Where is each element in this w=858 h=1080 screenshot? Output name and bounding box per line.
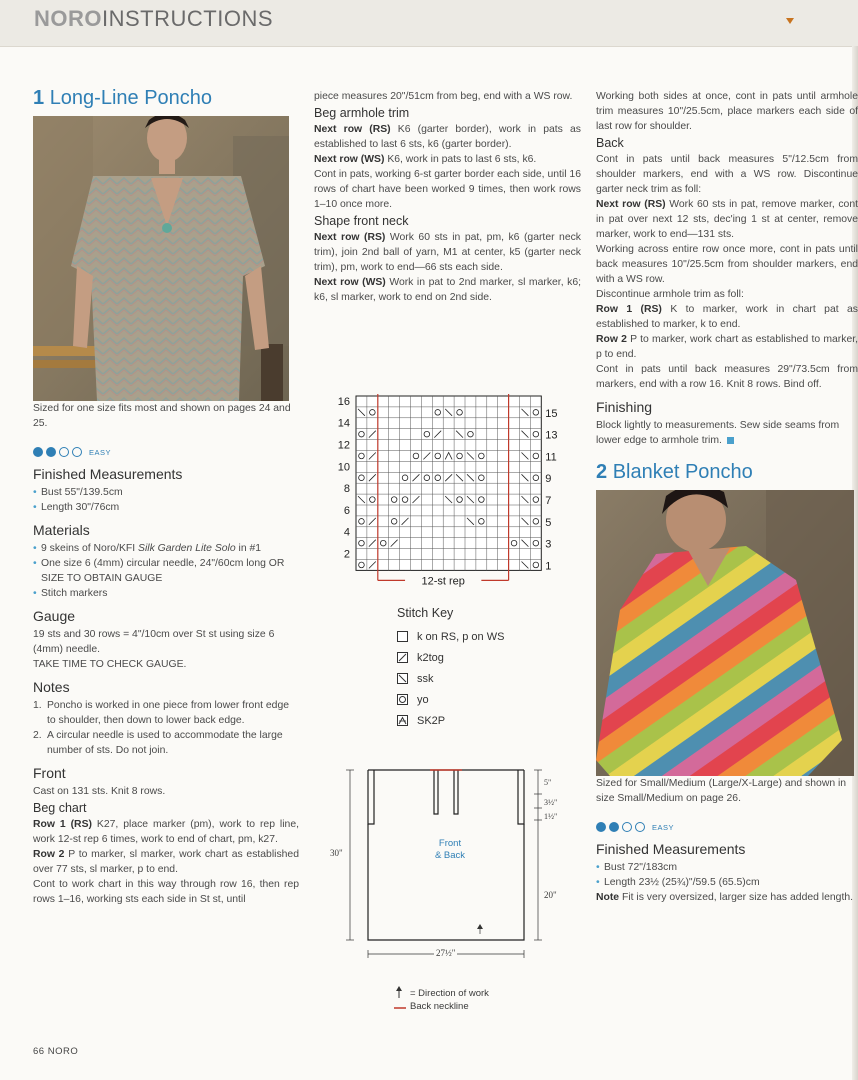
pattern-1-title: 1 Long-Line Poncho [33,87,213,109]
row-number: 5 [545,516,552,529]
both-sides: Working both sides at once, cont in pats until armhole trim measures 10"/25.5cm, place markers each side of last row for shoulder. [596,91,858,132]
materials-markers: • Stitch markers [33,586,299,601]
skill-dot-filled-icon [46,447,56,457]
row-number: 6 [343,504,350,517]
schematic-top: 5" [544,778,552,787]
back-1: Cont in pats until back measures 5"/12.5cm from shoulder markers, end with a WS row. Discontinue garter neck trim as foll: [596,154,858,195]
schematic-neck: 3½" [544,798,558,807]
row-number: 1 [545,560,552,573]
front-heading: Front [33,765,66,781]
stitch-chart [328,390,568,590]
legend-direction: = Direction of work [410,988,489,999]
poncho-1-photo [33,116,289,401]
key-k2tog: k2tog [397,647,567,668]
stitch-key-title: Stitch Key [397,606,454,620]
column-1 [33,86,299,907]
note-2: 2. A circular needle is used to accommodate the large number of sts. Do not join. [33,730,283,756]
key-knit: k on RS, p on WS [397,626,567,647]
continue-chart: Cont to work chart in this way through row 16, then rep rows 1–16, working sts each side in St st, until [33,879,299,905]
skill-dot-filled-icon [609,822,619,832]
column-3 [596,89,858,905]
fit-note: Note Fit is very oversized, larger size has added length. [596,892,853,903]
gauge-text: 19 sts and 30 rows = 4"/10cm over St st using size 6 (4mm) needle. [33,629,275,655]
skill-dot-empty-icon [59,447,69,457]
schematic-height: 30" [330,848,343,858]
key-yo: yo [397,689,567,710]
schematic-width: 27½" [436,948,456,958]
bust-measurement-2: • Bust 72"/183cm [596,860,858,875]
gauge-heading: Gauge [33,608,76,624]
back-row-1: Row 1 (RS) K to marker, work in chart pat as established to marker, k to end. [596,304,858,330]
skill-level-2: EASY [596,820,858,834]
row-number: 16 [337,395,350,408]
row-number: 3 [545,538,552,551]
row-number: 4 [343,526,350,539]
key-sk2p: SK2P [397,710,567,731]
neck-rs-row: Next row (RS) Work 60 sts in pat, pm, k6 (garter neck trim), join 2nd ball of yarn, M1 at center, k5 (garter neck trim), pm, work to end—66 sts each side. [314,232,582,273]
page-footer: 66 NORO [33,1046,79,1057]
sk2p-symbol-icon [397,715,408,726]
materials-heading: Materials [33,522,90,538]
armhole-trim-heading: Beg armhole trim [314,106,410,120]
legend-neckline: Back neckline [410,1001,469,1012]
skill-level: EASY [33,445,299,459]
corner-marker-icon [786,18,794,24]
beg-chart-heading: Beg chart [33,801,87,815]
poncho-schematic [330,764,580,1024]
stitch-key [397,606,567,731]
materials-yarn: • 9 skeins of Noro/KFI Silk Garden Lite Solo in #1 [33,541,299,556]
row-number: 2 [343,548,350,561]
skill-dot-empty-icon [622,822,632,832]
row-1-instruction: Row 1 (RS) K27, place marker (pm), work to rep line, work 12-st rep 6 times, work to end of chart, pm, k27. [33,819,299,845]
back-7: Cont in pats until back measures 29"/73.5cm from markers, end with a row 16. Knit 8 rows. Bind off. [596,364,858,390]
armhole-rs-row: Next row (RS) K6 (garter border), work in pats as established to last 6 sts, k6 (garter border). [314,124,581,150]
skill-dot-empty-icon [72,447,82,457]
yo-symbol-icon [397,694,408,705]
front-neck-heading: Shape front neck [314,214,409,228]
length-measurement-2: • Length 23½ (25¾)"/59.5 (65.5)cm [596,875,858,890]
pattern-2-caption: Sized for Small/Medium (Large/X-Large) and shown in size Small/Medium on page 26. [596,778,847,804]
materials-needle: • One size 6 (4mm) circular needle, 24"/60cm long OR SIZE TO OBTAIN GAUGE [33,556,299,586]
ssk-symbol-icon [397,673,408,684]
schematic-label-front: Front & Back [434,838,466,861]
row-number: 11 [545,451,557,464]
row-number: 7 [545,495,552,507]
row-number: 14 [337,417,350,430]
row-number: 12 [337,439,350,452]
back-next-row: Next row (RS) Work 60 sts in pat, remove marker, cont in pat over next 12 sts, dec'ing 1 st at center, remove marker, work to end—131 sts. [596,199,858,240]
poncho-2-photo [596,490,854,776]
row-number: 9 [545,473,552,486]
row-number: 8 [343,483,350,496]
back-3: Working across entire row once more, cont in pats until back measures 10"/25.5cm from shoulder markers, end with a WS row. [596,244,858,285]
row-number: 10 [337,461,350,474]
armhole-ws-row: Next row (WS) K6, work in pats to last 6 sts, k6. [314,154,537,165]
pattern-2-title: 2 Blanket Poncho [596,461,753,483]
gauge-check: TAKE TIME TO CHECK GAUGE. [33,659,187,670]
back-heading: Back [596,136,624,150]
schematic-trim: 1½" [544,812,558,821]
schematic-armhole: 20" [544,890,557,900]
finished-measurements-heading: Finished Measurements [33,466,183,482]
row-number: 13 [545,429,558,442]
row-2-instruction: Row 2 P to marker, sl marker, work chart as established over 77 sts, sl marker, p to end. [33,849,299,875]
skill-dot-empty-icon [635,822,645,832]
piece-measure: piece measures 20"/51cm from beg, end with a WS row. [314,91,573,102]
notes-heading: Notes [33,679,70,695]
page-header [0,0,858,47]
pattern-1-caption: Sized for one size fits most and shown on pages 24 and 25. [33,403,291,429]
header-title: NOROINSTRUCTIONS [34,6,273,31]
note-1: 1. Poncho is worked in one piece from lower front edge to shoulder, then down to lower back edge. [33,700,290,726]
knit-symbol-icon [397,631,408,642]
k2tog-symbol-icon [397,652,408,663]
front-cast-on: Cast on 131 sts. Knit 8 rows. [33,786,166,797]
row-number: 15 [545,407,558,420]
key-ssk: ssk [397,668,567,689]
armhole-continue: Cont in pats, working 6-st garter border each side, until 16 rows of chart have been worked 9 times, then work rows 1–10 once more. [314,169,581,210]
end-square-icon [727,437,734,444]
bust-measurement: • Bust 55"/139.5cm [33,485,299,500]
length-measurement: • Length 30"/76cm [33,500,299,515]
finishing-text: Block lightly to measurements. Sew side seams from lower edge to armhole trim. [596,420,840,446]
back-4: Discontinue armhole trim as foll: [596,289,744,300]
column-2 [314,89,581,305]
back-row-2: Row 2 P to marker, work chart as established to marker, p to end. [596,334,858,360]
rep-label: 12-st rep [421,575,465,588]
skill-dot-filled-icon [33,447,43,457]
neck-ws-row: Next row (WS) Work in pat to 2nd marker, sl marker, k6; k6, sl marker, work to end on 2nd side. [314,277,581,303]
skill-dot-filled-icon [596,822,606,832]
finished-measurements-heading-2: Finished Measurements [596,841,746,857]
finishing-heading: Finishing [596,399,653,415]
